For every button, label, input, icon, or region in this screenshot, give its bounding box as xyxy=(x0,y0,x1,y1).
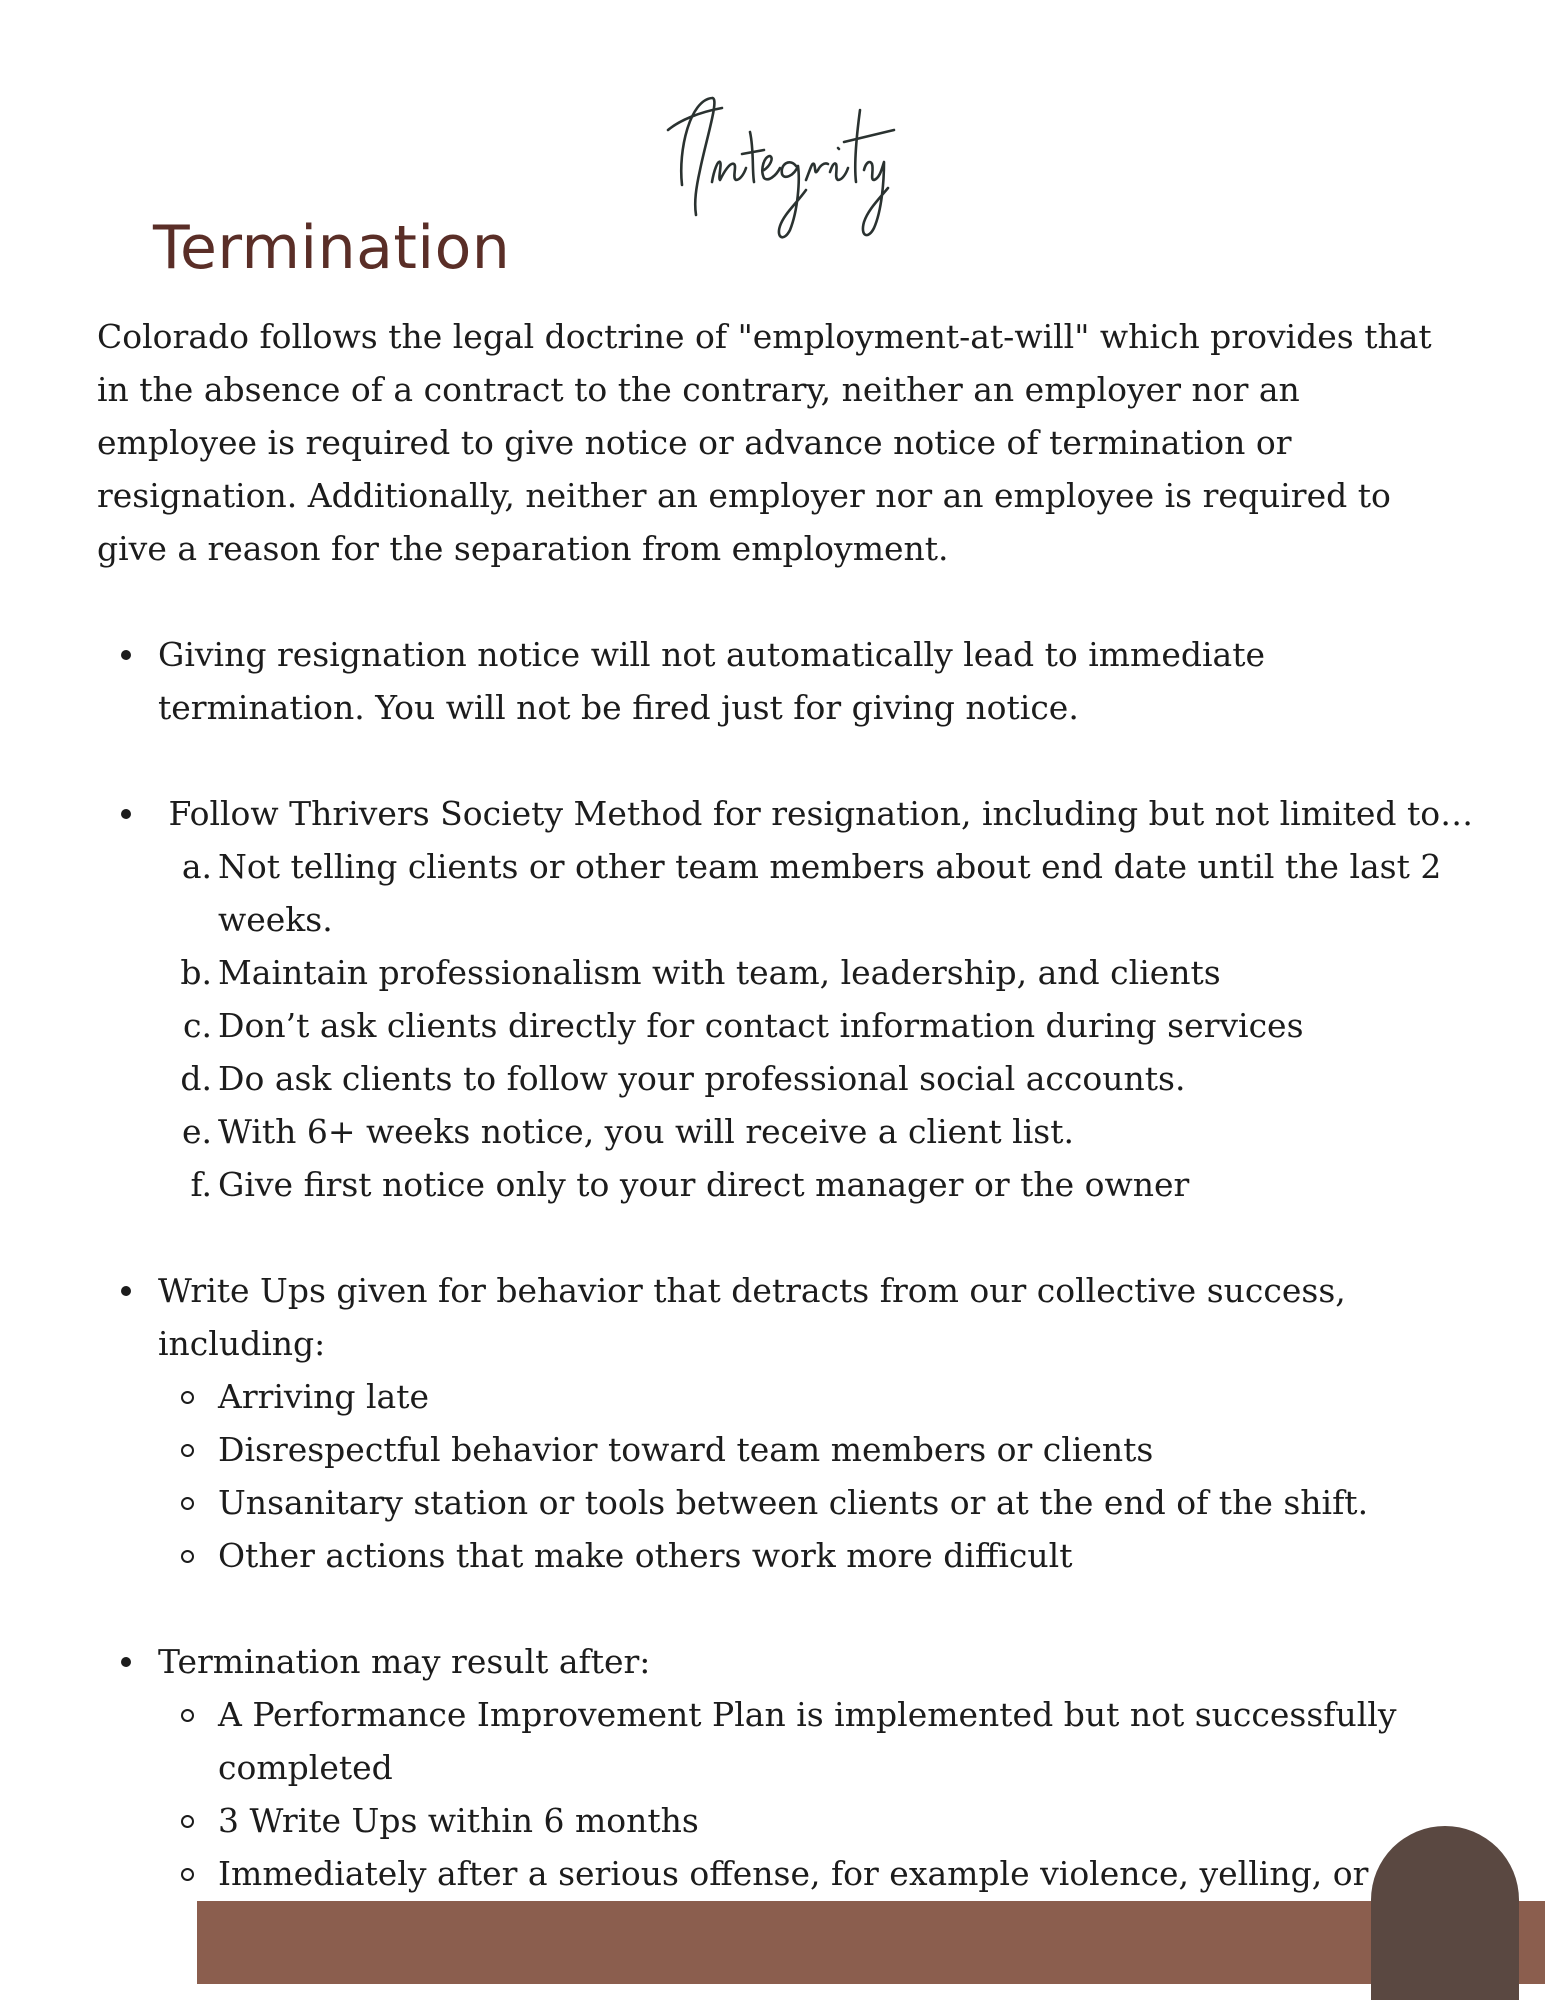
bullet-notice-block xyxy=(97,628,1457,734)
sub-item-text: Not telling clients or other team members about end date until the last 2 weeks. xyxy=(218,847,1442,939)
bullet-text: Write Ups given for behavior that detracts from our collective success, including: xyxy=(158,1271,1346,1363)
list-marker: a. xyxy=(181,847,212,886)
bullet-write-ups-block xyxy=(97,1264,1457,1582)
bullet-text: Follow Thrivers Society Method for resignation, including but not limited to… xyxy=(158,794,1474,833)
sub-list-item: Unsanitary station or tools between clients or at the end of the shift. xyxy=(158,1476,1457,1529)
sub-list-item xyxy=(158,946,1457,999)
sub-item-text: With 6+ weeks notice, you will receive a client list. xyxy=(218,1112,1074,1151)
sub-list-item xyxy=(158,1105,1457,1158)
sub-item-text: Don’t ask clients directly for contact information during services xyxy=(218,1006,1304,1045)
sub-list-item xyxy=(158,1158,1457,1211)
intro-paragraph: Colorado follows the legal doctrine of "employment-at-will" which provides that in the absence of a contract to the contrary, neither an employer nor an employee is required to give notice or advance notice of termination or resignation. Additionally, neither an employer nor an employee is required to give a reason for the separation from employment. xyxy=(97,317,1432,568)
sub-list-item: 3 Write Ups within 6 months xyxy=(158,1794,1457,1847)
sub-item-text: Give first notice only to your direct manager or the owner xyxy=(218,1165,1190,1204)
sub-list-item: A Performance Improvement Plan is implemented but not successfully completed xyxy=(158,1688,1457,1794)
list-marker: c. xyxy=(183,1006,212,1045)
bullet-resignation-method xyxy=(97,787,1474,1211)
integrity-script-logo xyxy=(660,70,900,245)
sub-list-item xyxy=(158,1052,1457,1105)
list-marker: b. xyxy=(180,953,212,992)
sub-list-item: Disrespectful behavior toward team members or clients xyxy=(158,1423,1457,1476)
sub-list-item: Arriving late xyxy=(158,1370,1457,1423)
integrity-script-heading xyxy=(660,70,900,245)
sub-list-item xyxy=(158,840,1457,946)
sub-item-text: Do ask clients to follow your professional social accounts. xyxy=(218,1059,1186,1098)
sub-list-item xyxy=(158,999,1457,1052)
list-marker: f. xyxy=(190,1165,212,1204)
write-ups-sub-list xyxy=(158,1370,1457,1582)
sub-list-item: Immediately after a serious offense, for example violence, yelling, or xyxy=(158,1847,1457,1953)
section-title: Termination xyxy=(153,213,511,283)
sub-item-text: Maintain professionalism with team, leadership, and clients xyxy=(218,953,1221,992)
footer-band xyxy=(197,1901,1545,1984)
bullet-text: Termination may result after: xyxy=(158,1642,651,1681)
bullet-text: Giving resignation notice will not automatically lead to immediate termination. You will not be fired just for giving notice. xyxy=(158,635,1265,727)
footer-arch-decoration xyxy=(1371,1826,1519,2000)
bullet-method-block xyxy=(97,787,1474,1211)
bullet-write-ups xyxy=(97,1264,1457,1582)
method-sub-list xyxy=(158,840,1457,1211)
document-body xyxy=(97,310,1474,2006)
list-marker: d. xyxy=(180,1059,212,1098)
sub-list-item: Other actions that make others work more difficult xyxy=(158,1529,1457,1582)
bullet-resignation-notice xyxy=(97,628,1457,734)
list-marker: e. xyxy=(181,1112,212,1151)
